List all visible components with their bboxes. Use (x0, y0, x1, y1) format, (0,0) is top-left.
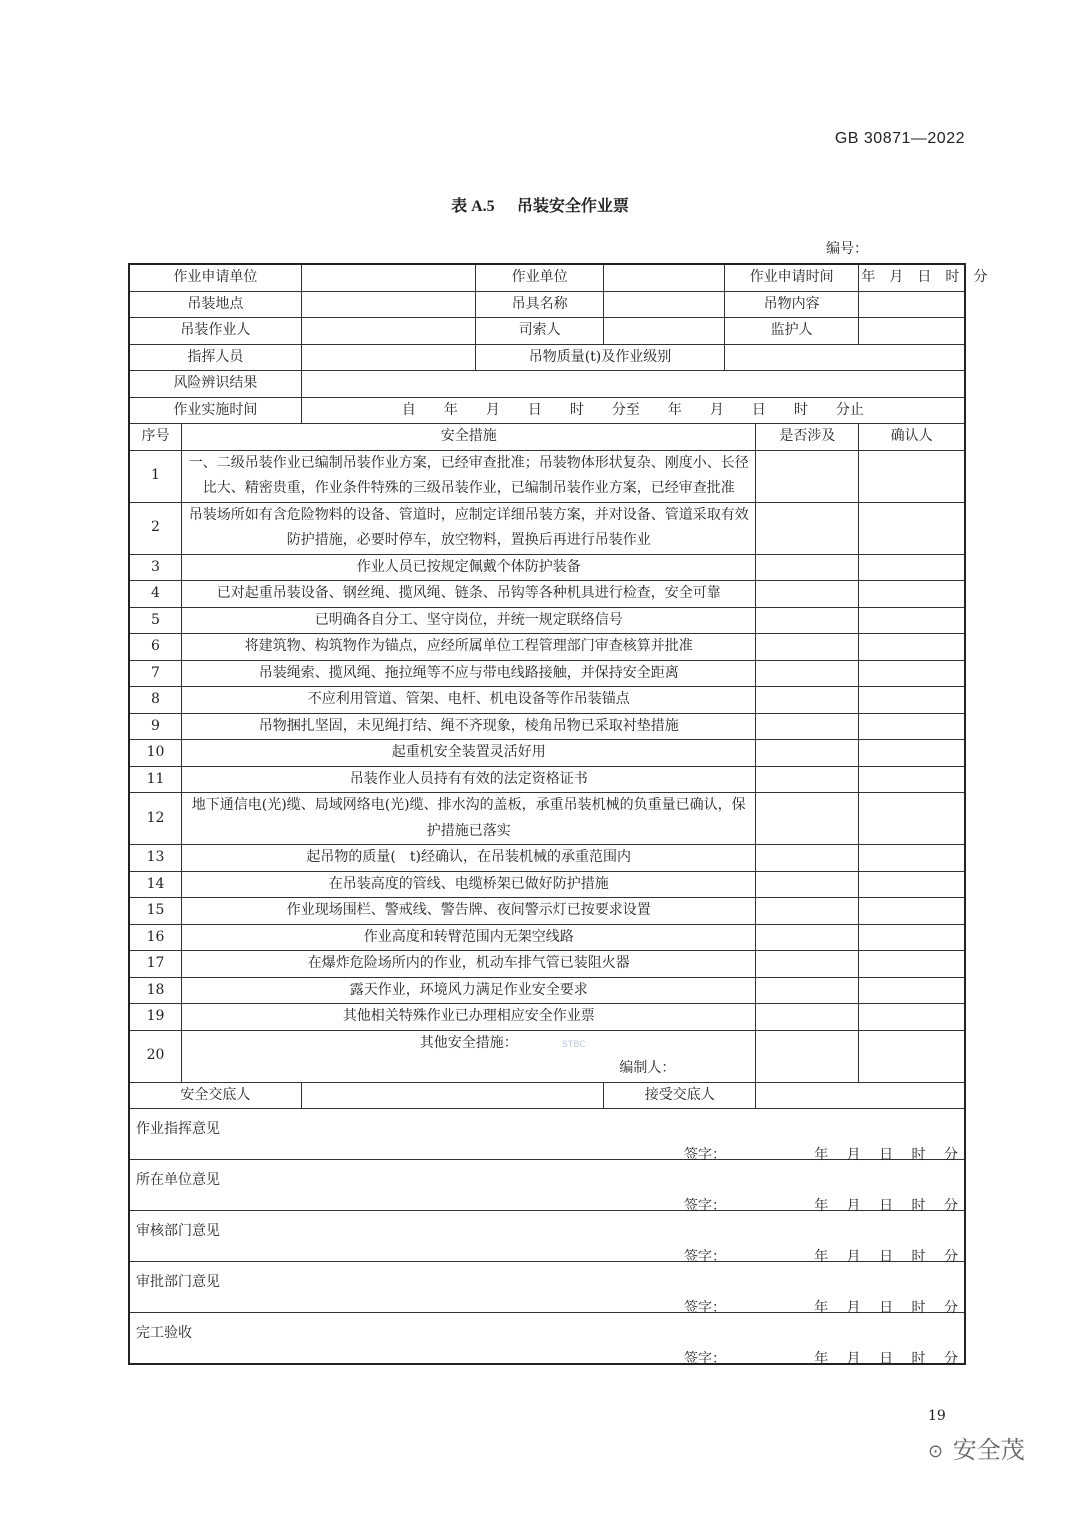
other-measures-label: 其他安全措施： (419, 1034, 518, 1051)
mass-level-label: 吊物质量(t)及作业级别 (476, 344, 725, 371)
measure-row (129, 581, 965, 608)
handover-giver-label: 安全交底人 (129, 1082, 301, 1109)
measure-no: 10 (129, 740, 182, 767)
measure-no: 13 (129, 845, 182, 872)
measure-text: 在爆炸危险场所内的作业，机动车排气管已装阻火器 (182, 951, 756, 978)
apply-unit-field[interactable] (301, 264, 475, 291)
guardian-label: 监护人 (724, 318, 858, 345)
measure-row (129, 871, 965, 898)
mass-level-field[interactable] (724, 344, 965, 371)
measure-no: 8 (129, 687, 182, 714)
signature-label: 签字： (684, 1249, 726, 1265)
measure-row (129, 766, 965, 793)
approval-row (129, 1160, 965, 1211)
involved-cell[interactable] (756, 898, 859, 925)
measure-row (129, 951, 965, 978)
approval-label: 所在单位意见 (136, 1172, 220, 1188)
confirmer-cell[interactable] (859, 898, 965, 925)
measure-text: 将建筑物、构筑物作为锚点，应经所属单位工程管理部门审查核算并批准 (182, 634, 756, 661)
involved-cell[interactable] (756, 871, 859, 898)
editor-label: 编制人： (619, 1060, 676, 1076)
measure-no: 3 (129, 554, 182, 581)
confirmer-cell[interactable] (859, 554, 965, 581)
confirmer-cell[interactable] (859, 660, 965, 687)
handover-giver-field[interactable] (301, 1082, 603, 1109)
measure-no: 9 (129, 713, 182, 740)
signature-date: 年 月 日 时 分 (814, 1249, 958, 1265)
apply-time-label: 作业申请时间 (724, 264, 858, 291)
measure-no: 14 (129, 871, 182, 898)
approval-label: 审核部门意见 (136, 1223, 220, 1239)
measure-row (129, 450, 965, 502)
work-unit-label: 作业单位 (476, 264, 604, 291)
measure-row (129, 924, 965, 951)
other-measures-cell[interactable] (182, 1030, 756, 1082)
site-label: 吊装地点 (129, 291, 301, 318)
table-number: 表 A.5 (451, 198, 495, 215)
confirmer-cell[interactable] (859, 687, 965, 714)
measure-row (129, 554, 965, 581)
measure-row (129, 977, 965, 1004)
measure-no: 19 (129, 1004, 182, 1031)
measure-row (129, 713, 965, 740)
measure-row (129, 607, 965, 634)
involved-cell[interactable] (756, 581, 859, 608)
content-label: 吊物内容 (724, 291, 858, 318)
involved-cell[interactable] (756, 766, 859, 793)
measure-row (129, 793, 965, 845)
measure-text: 地下通信电(光)缆、局域网络电(光)缆、排水沟的盖板，承重吊装机械的负重量已确认，保护措施已落实 (182, 793, 756, 845)
measure-text: 作业现场围栏、警戒线、警告牌、夜间警示灯已按要求设置 (182, 898, 756, 925)
involved-cell[interactable] (756, 793, 859, 845)
approval-cell[interactable] (129, 1313, 965, 1365)
confirmer-cell[interactable] (859, 450, 965, 502)
period-label: 作业实施时间 (129, 397, 301, 424)
measure-no: 15 (129, 898, 182, 925)
confirmer-cell[interactable] (859, 871, 965, 898)
measure-text: 在吊装高度的管线、电缆桥架已做好防护措施 (182, 871, 756, 898)
approval-row (129, 1313, 965, 1365)
signature-label: 签字： (684, 1351, 726, 1367)
measure-text: 吊装绳索、揽风绳、拖拉绳等不应与带电线路接触，并保持安全距离 (182, 660, 756, 687)
apply-unit-label: 作业申请单位 (129, 264, 301, 291)
measure-no: 20 (129, 1030, 182, 1082)
content-field[interactable] (859, 291, 965, 318)
signature-date: 年 月 日 时 分 (814, 1351, 958, 1367)
measure-row (129, 502, 965, 554)
measure-row (129, 845, 965, 872)
approval-label: 作业指挥意见 (136, 1121, 220, 1137)
measure-text: 作业人员已按规定佩戴个体防护装备 (182, 554, 756, 581)
approval-cell[interactable] (129, 1109, 965, 1163)
measure-no: 12 (129, 793, 182, 845)
measure-no: 1 (129, 450, 182, 502)
signature-date: 年 月 日 时 分 (814, 1147, 958, 1163)
involved-cell[interactable] (756, 1030, 859, 1082)
confirmer-cell[interactable] (859, 502, 965, 554)
measure-text: 一、二级吊装作业已编制吊装作业方案，已经审查批准；吊装物体形状复杂、刚度小、长径比大、精密贵重，作业条件特殊的三级吊装作业，已编制吊装作业方案，已经审查批准 (182, 450, 756, 502)
involved-cell[interactable] (756, 660, 859, 687)
measure-text: 已明确各自分工、坚守岗位，并统一规定联络信号 (182, 607, 756, 634)
measure-text: 已对起重吊装设备、钢丝绳、揽风绳、链条、吊钩等各种机具进行检查，安全可靠 (182, 581, 756, 608)
standard-number: GB 30871—2022 (834, 130, 965, 147)
confirmer-cell[interactable] (859, 951, 965, 978)
confirmer-cell[interactable] (859, 1004, 965, 1031)
measure-text: 露天作业，环境风力满足作业安全要求 (182, 977, 756, 1004)
approval-label: 完工验收 (136, 1325, 192, 1341)
confirmer-cell[interactable] (859, 845, 965, 872)
serial-number-label: 编号： (826, 241, 868, 257)
measure-row (129, 898, 965, 925)
approval-row (129, 1211, 965, 1262)
watermark (928, 1430, 1025, 1465)
measure-text: 吊物捆扎坚固，未见绳打结、绳不齐现象，棱角吊物已采取衬垫措施 (182, 713, 756, 740)
handover-receiver-field[interactable] (756, 1082, 965, 1109)
measure-no: 7 (129, 660, 182, 687)
wechat-icon: ⊙ (928, 1440, 944, 1462)
rigger-label: 司索人 (476, 318, 604, 345)
measure-no: 5 (129, 607, 182, 634)
no-header: 序号 (129, 424, 182, 451)
involved-cell[interactable] (756, 977, 859, 1004)
involved-cell[interactable] (756, 713, 859, 740)
confirmer-cell[interactable] (859, 634, 965, 661)
confirmer-cell[interactable] (859, 713, 965, 740)
measure-row (129, 687, 965, 714)
confirmer-cell[interactable] (859, 977, 965, 1004)
worker-field[interactable] (301, 318, 475, 345)
measure-no: 16 (129, 924, 182, 951)
confirmer-cell[interactable] (859, 740, 965, 767)
confirmer-header: 确认人 (859, 424, 965, 451)
involved-cell[interactable] (756, 845, 859, 872)
site-field[interactable] (301, 291, 475, 318)
involved-cell[interactable] (756, 502, 859, 554)
signature-label: 签字： (684, 1198, 726, 1214)
approval-row (129, 1262, 965, 1313)
confirmer-cell[interactable] (859, 581, 965, 608)
measure-text: 吊装作业人员持有有效的法定资格证书 (182, 766, 756, 793)
risk-label: 风险辨识结果 (129, 371, 301, 398)
tool-name-field[interactable] (604, 291, 725, 318)
confirmer-cell[interactable] (859, 1030, 965, 1082)
measure-row (129, 634, 965, 661)
lifting-permit-table (128, 263, 988, 1367)
stamp-watermark: STBC (562, 1039, 586, 1050)
tool-name-label: 吊具名称 (476, 291, 604, 318)
approval-label: 审批部门意见 (136, 1274, 220, 1290)
watermark-text: 安全茂 (952, 1436, 1025, 1464)
approval-cell[interactable] (129, 1160, 965, 1214)
table-name: 吊装安全作业票 (516, 196, 629, 215)
involved-cell[interactable] (756, 951, 859, 978)
measure-no: 18 (129, 977, 182, 1004)
signature-label: 签字： (684, 1300, 726, 1316)
involved-cell[interactable] (756, 740, 859, 767)
signature-date: 年 月 日 时 分 (814, 1198, 958, 1214)
involved-header: 是否涉及 (756, 424, 859, 451)
measure-text: 起重机安全装置灵活好用 (182, 740, 756, 767)
risk-field[interactable] (301, 371, 965, 398)
measure-no: 2 (129, 502, 182, 554)
involved-cell[interactable] (756, 554, 859, 581)
measure-header: 安全措施 (182, 424, 756, 451)
measure-no: 6 (129, 634, 182, 661)
approval-row (129, 1109, 965, 1160)
involved-cell[interactable] (756, 607, 859, 634)
measure-row (129, 660, 965, 687)
approval-cell[interactable] (129, 1262, 965, 1316)
measure-no: 17 (129, 951, 182, 978)
work-unit-field[interactable] (604, 264, 725, 291)
confirmer-cell[interactable] (859, 607, 965, 634)
measure-row (129, 740, 965, 767)
page-number: 19 (928, 1408, 946, 1424)
commander-label: 指挥人员 (129, 344, 301, 371)
measure-text: 起吊物的质量( t)经确认，在吊装机械的承重范围内 (182, 845, 756, 872)
measure-text: 不应利用管道、管架、电杆、机电设备等作吊装锚点 (182, 687, 756, 714)
worker-label: 吊装作业人 (129, 318, 301, 345)
measure-text: 吊装场所如有含危险物料的设备、管道时，应制定详细吊装方案，并对设备、管道采取有效防护措施，必要时停车，放空物料，置换后再进行吊装作业 (182, 502, 756, 554)
signature-label: 签字： (684, 1147, 726, 1163)
involved-cell[interactable] (756, 1004, 859, 1031)
confirmer-cell[interactable] (859, 924, 965, 951)
handover-receiver-label: 接受交底人 (604, 1082, 756, 1109)
involved-cell[interactable] (756, 687, 859, 714)
form-title (0, 193, 1080, 216)
involved-cell[interactable] (756, 450, 859, 502)
confirmer-cell[interactable] (859, 766, 965, 793)
guardian-field[interactable] (859, 318, 965, 345)
commander-field[interactable] (301, 344, 475, 371)
involved-cell[interactable] (756, 634, 859, 661)
approval-cell[interactable] (129, 1211, 965, 1265)
measure-no: 4 (129, 581, 182, 608)
signature-date: 年 月 日 时 分 (814, 1300, 958, 1316)
confirmer-cell[interactable] (859, 793, 965, 845)
apply-time-field[interactable]: 年 月 日 时 分 (859, 264, 965, 291)
measure-text: 作业高度和转臂范围内无架空线路 (182, 924, 756, 951)
measure-row (129, 1004, 965, 1031)
rigger-field[interactable] (604, 318, 725, 345)
involved-cell[interactable] (756, 924, 859, 951)
period-field[interactable]: 自 年 月 日 时 分至 年 月 日 时 分止 (301, 397, 965, 424)
measure-no: 11 (129, 766, 182, 793)
measure-text: 其他相关特殊作业已办理相应安全作业票 (182, 1004, 756, 1031)
